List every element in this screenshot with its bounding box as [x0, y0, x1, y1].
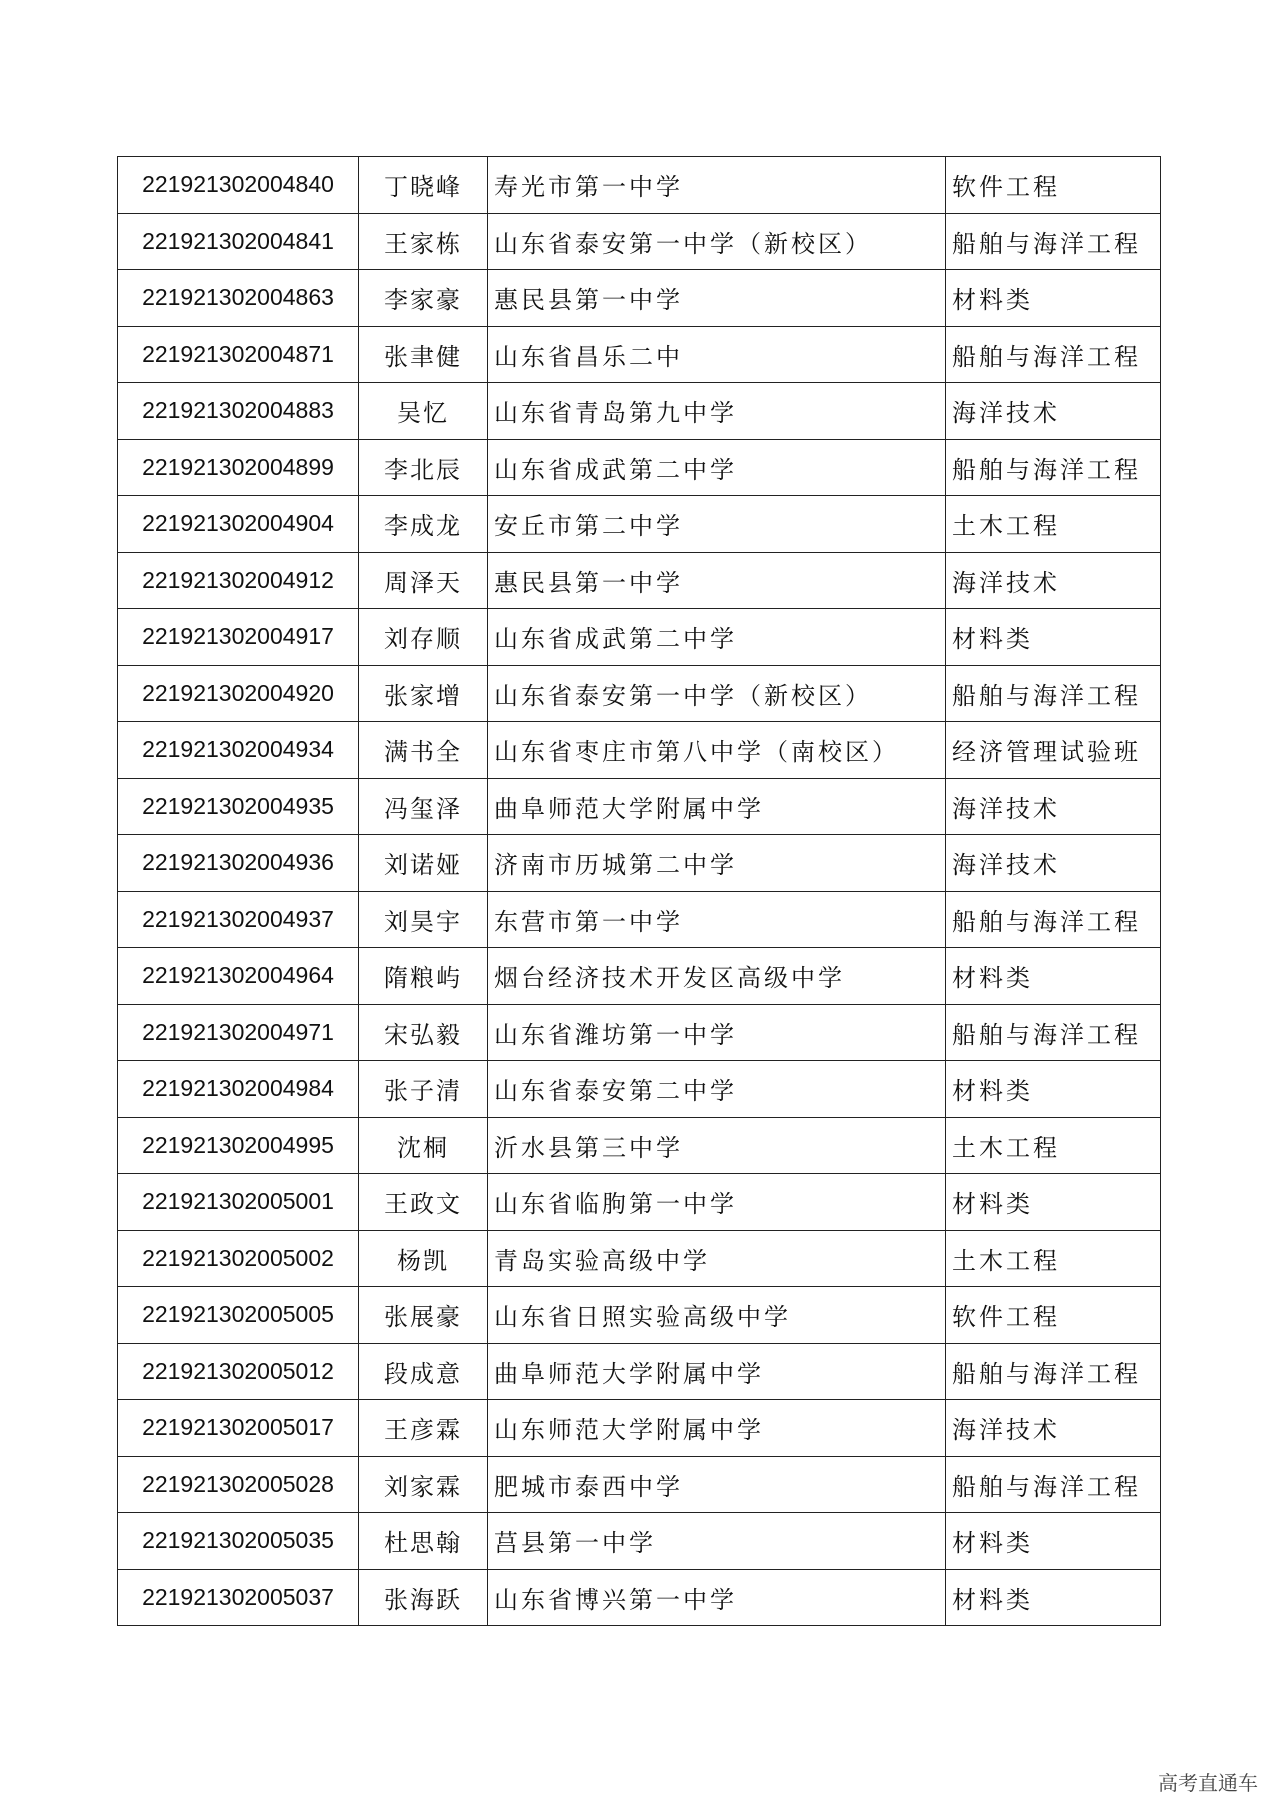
- table-row: [118, 665, 1161, 722]
- school-cell: 山东省昌乐二中: [488, 326, 946, 383]
- table-row: [118, 609, 1161, 666]
- table-row: [118, 439, 1161, 496]
- table-row: [118, 1230, 1161, 1287]
- table-row: [118, 1117, 1161, 1174]
- school-cell: 山东省泰安第一中学（新校区）: [488, 665, 946, 722]
- school-cell: 山东省泰安第二中学: [488, 1061, 946, 1118]
- student-name-cell: 吴忆: [359, 383, 488, 440]
- major-cell: 船舶与海洋工程: [946, 891, 1161, 948]
- student-name-cell: 张家增: [359, 665, 488, 722]
- school-cell: 烟台经济技术开发区高级中学: [488, 948, 946, 1005]
- student-name-cell: 段成意: [359, 1343, 488, 1400]
- student-name-cell: 满书全: [359, 722, 488, 779]
- school-cell: 山东师范大学附属中学: [488, 1400, 946, 1457]
- student-id-cell: 221921302004863: [118, 270, 359, 327]
- major-cell: 船舶与海洋工程: [946, 213, 1161, 270]
- student-name-cell: 冯玺泽: [359, 778, 488, 835]
- major-cell: 材料类: [946, 1174, 1161, 1231]
- student-id-cell: 221921302004920: [118, 665, 359, 722]
- student-name-cell: 张子清: [359, 1061, 488, 1118]
- student-name-cell: 张聿健: [359, 326, 488, 383]
- table-row: [118, 1343, 1161, 1400]
- major-cell: 软件工程: [946, 157, 1161, 214]
- student-id-cell: 221921302004840: [118, 157, 359, 214]
- student-name-cell: 杜思翰: [359, 1513, 488, 1570]
- school-cell: 山东省博兴第一中学: [488, 1569, 946, 1626]
- school-cell: 沂水县第三中学: [488, 1117, 946, 1174]
- student-id-cell: 221921302004995: [118, 1117, 359, 1174]
- major-cell: 土木工程: [946, 1230, 1161, 1287]
- student-id-cell: 221921302005037: [118, 1569, 359, 1626]
- school-cell: 山东省成武第二中学: [488, 439, 946, 496]
- student-id-cell: 221921302004883: [118, 383, 359, 440]
- major-cell: 海洋技术: [946, 552, 1161, 609]
- major-cell: 材料类: [946, 1513, 1161, 1570]
- student-id-cell: 221921302004871: [118, 326, 359, 383]
- student-id-cell: 221921302004964: [118, 948, 359, 1005]
- school-cell: 肥城市泰西中学: [488, 1456, 946, 1513]
- school-cell: 山东省枣庄市第八中学（南校区）: [488, 722, 946, 779]
- major-cell: 材料类: [946, 1569, 1161, 1626]
- table-row: [118, 326, 1161, 383]
- school-cell: 莒县第一中学: [488, 1513, 946, 1570]
- school-cell: 寿光市第一中学: [488, 157, 946, 214]
- table-body: [118, 157, 1161, 1626]
- major-cell: 船舶与海洋工程: [946, 1343, 1161, 1400]
- student-name-cell: 沈桐: [359, 1117, 488, 1174]
- student-id-cell: 221921302004935: [118, 778, 359, 835]
- student-name-cell: 张海跃: [359, 1569, 488, 1626]
- table-row: [118, 270, 1161, 327]
- table-row: [118, 383, 1161, 440]
- major-cell: 海洋技术: [946, 1400, 1161, 1457]
- student-id-cell: 221921302004937: [118, 891, 359, 948]
- major-cell: 船舶与海洋工程: [946, 326, 1161, 383]
- school-cell: 济南市历城第二中学: [488, 835, 946, 892]
- student-name-cell: 李家豪: [359, 270, 488, 327]
- major-cell: 船舶与海洋工程: [946, 1004, 1161, 1061]
- school-cell: 山东省潍坊第一中学: [488, 1004, 946, 1061]
- major-cell: 土木工程: [946, 496, 1161, 553]
- major-cell: 材料类: [946, 948, 1161, 1005]
- school-cell: 曲阜师范大学附属中学: [488, 1343, 946, 1400]
- table-row: [118, 1569, 1161, 1626]
- student-id-cell: 221921302005017: [118, 1400, 359, 1457]
- major-cell: 船舶与海洋工程: [946, 439, 1161, 496]
- major-cell: 土木工程: [946, 1117, 1161, 1174]
- major-cell: 海洋技术: [946, 835, 1161, 892]
- major-cell: 海洋技术: [946, 778, 1161, 835]
- major-cell: 材料类: [946, 609, 1161, 666]
- student-id-cell: 221921302004984: [118, 1061, 359, 1118]
- student-id-cell: 221921302005001: [118, 1174, 359, 1231]
- major-cell: 海洋技术: [946, 383, 1161, 440]
- student-name-cell: 刘存顺: [359, 609, 488, 666]
- major-cell: 船舶与海洋工程: [946, 665, 1161, 722]
- table-row: [118, 1287, 1161, 1344]
- student-id-cell: 221921302005012: [118, 1343, 359, 1400]
- table-row: [118, 948, 1161, 1005]
- student-id-cell: 221921302004934: [118, 722, 359, 779]
- table-row: [118, 213, 1161, 270]
- student-name-cell: 周泽天: [359, 552, 488, 609]
- school-cell: 山东省日照实验高级中学: [488, 1287, 946, 1344]
- student-name-cell: 宋弘毅: [359, 1004, 488, 1061]
- school-cell: 东营市第一中学: [488, 891, 946, 948]
- table-row: [118, 1174, 1161, 1231]
- student-name-cell: 李成龙: [359, 496, 488, 553]
- student-name-cell: 李北辰: [359, 439, 488, 496]
- major-cell: 材料类: [946, 270, 1161, 327]
- school-cell: 安丘市第二中学: [488, 496, 946, 553]
- watermark-text: 高考直通车: [1158, 1771, 1258, 1795]
- table-row: [118, 778, 1161, 835]
- student-id-cell: 221921302005002: [118, 1230, 359, 1287]
- table-row: [118, 891, 1161, 948]
- student-name-cell: 刘昊宇: [359, 891, 488, 948]
- table-row: [118, 1513, 1161, 1570]
- student-name-cell: 刘诺娅: [359, 835, 488, 892]
- student-name-cell: 隋粮屿: [359, 948, 488, 1005]
- student-name-cell: 丁晓峰: [359, 157, 488, 214]
- school-cell: 惠民县第一中学: [488, 552, 946, 609]
- student-name-cell: 刘家霖: [359, 1456, 488, 1513]
- student-name-cell: 张展豪: [359, 1287, 488, 1344]
- student-name-cell: 王政文: [359, 1174, 488, 1231]
- student-name-cell: 王家栋: [359, 213, 488, 270]
- student-id-cell: 221921302004936: [118, 835, 359, 892]
- student-id-cell: 221921302005028: [118, 1456, 359, 1513]
- student-id-cell: 221921302004917: [118, 609, 359, 666]
- school-cell: 山东省泰安第一中学（新校区）: [488, 213, 946, 270]
- school-cell: 山东省成武第二中学: [488, 609, 946, 666]
- student-id-cell: 221921302005035: [118, 1513, 359, 1570]
- table-row: [118, 1061, 1161, 1118]
- school-cell: 惠民县第一中学: [488, 270, 946, 327]
- table-row: [118, 835, 1161, 892]
- table-row: [118, 1456, 1161, 1513]
- school-cell: 山东省临朐第一中学: [488, 1174, 946, 1231]
- major-cell: 软件工程: [946, 1287, 1161, 1344]
- admission-list-table: [117, 156, 1161, 1626]
- school-cell: 青岛实验高级中学: [488, 1230, 946, 1287]
- school-cell: 曲阜师范大学附属中学: [488, 778, 946, 835]
- table-row: [118, 157, 1161, 214]
- student-id-cell: 221921302005005: [118, 1287, 359, 1344]
- student-id-cell: 221921302004904: [118, 496, 359, 553]
- student-id-cell: 221921302004971: [118, 1004, 359, 1061]
- student-name-cell: 王彦霖: [359, 1400, 488, 1457]
- student-id-cell: 221921302004841: [118, 213, 359, 270]
- student-id-cell: 221921302004912: [118, 552, 359, 609]
- table-row: [118, 496, 1161, 553]
- major-cell: 经济管理试验班: [946, 722, 1161, 779]
- table-row: [118, 722, 1161, 779]
- table-row: [118, 552, 1161, 609]
- student-id-cell: 221921302004899: [118, 439, 359, 496]
- major-cell: 材料类: [946, 1061, 1161, 1118]
- school-cell: 山东省青岛第九中学: [488, 383, 946, 440]
- table-row: [118, 1004, 1161, 1061]
- major-cell: 船舶与海洋工程: [946, 1456, 1161, 1513]
- student-name-cell: 杨凯: [359, 1230, 488, 1287]
- table-row: [118, 1400, 1161, 1457]
